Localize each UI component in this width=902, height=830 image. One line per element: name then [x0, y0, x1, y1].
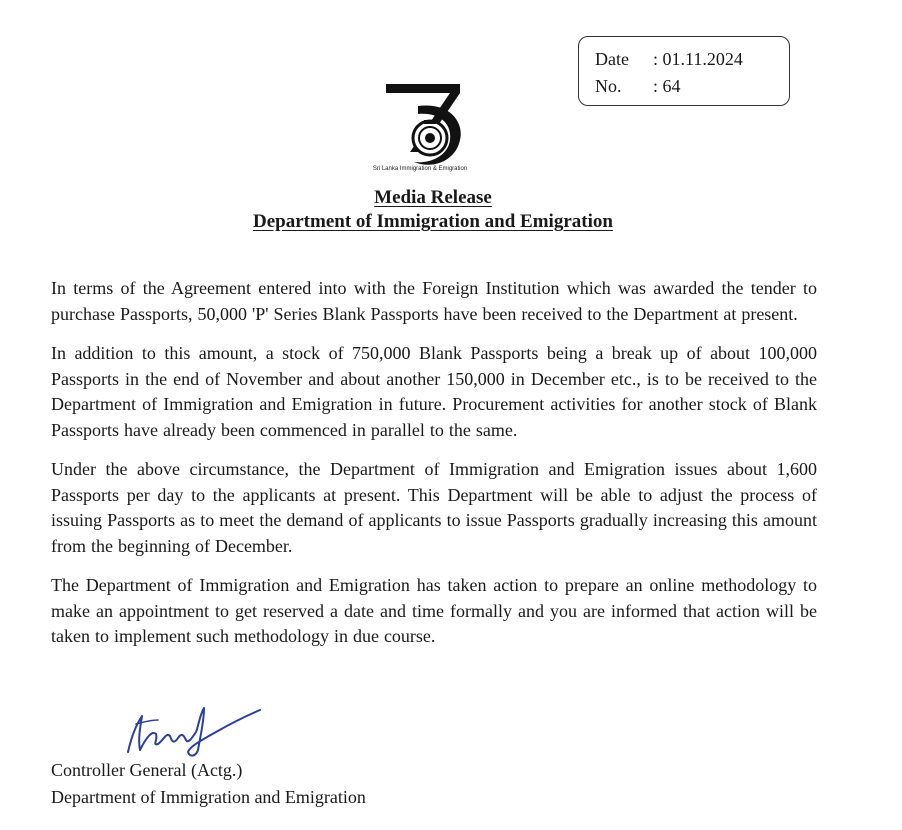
paragraph-2: In addition to this amount, a stock of 750,000 Blank Passports being a break up of about 100,000 Passports in the end of November and about another 150,000 in December etc., is to be received to the Department of Immigration and Emigration in future. Procurement activities for another stock of Blank Passports have already been commenced in parallel to the same. [51, 343, 817, 440]
anniversary-emblem-icon [360, 76, 480, 180]
signature-icon [118, 694, 268, 764]
signatory-title: Controller General (Actg.) [51, 760, 243, 780]
department-title: Department of Immigration and Emigration [253, 211, 613, 232]
number-row [595, 73, 789, 100]
paragraph-3: Under the above circumstance, the Department of Immigration and Emigration issues about 1,600 Passports per day to the applicants at present. This Department will be able to adjust the process of issuing Passports as to meet the demand of applicants to issue Passports gradually increasing this amount from the beginning of December. [51, 459, 817, 556]
paragraph-1: In terms of the Agreement entered into with the Foreign Institution which was awarded the tender to purchase Passports, 50,000 'P' Series Blank Passports have been received to the Department at present. [51, 278, 817, 324]
number-label: No. [595, 76, 622, 96]
paragraph-4: The Department of Immigration and Emigration has taken action to prepare an online methodology to make an appointment to get reserved a date and time formally and you are informed that action will be taken to implement such methodology in due course. [51, 575, 817, 646]
date-number-box [578, 36, 790, 106]
signoff-block [51, 757, 366, 811]
release-body [51, 276, 817, 664]
number-value: : 64 [653, 76, 681, 96]
logo-caption: Sri Lanka Immigration & Emigration [372, 166, 468, 172]
media-release-title: Media Release [374, 187, 492, 208]
date-value: : 01.11.2024 [653, 49, 743, 69]
date-label: Date [595, 49, 629, 69]
date-row [595, 46, 789, 73]
signatory-department: Department of Immigration and Emigration [51, 787, 366, 807]
